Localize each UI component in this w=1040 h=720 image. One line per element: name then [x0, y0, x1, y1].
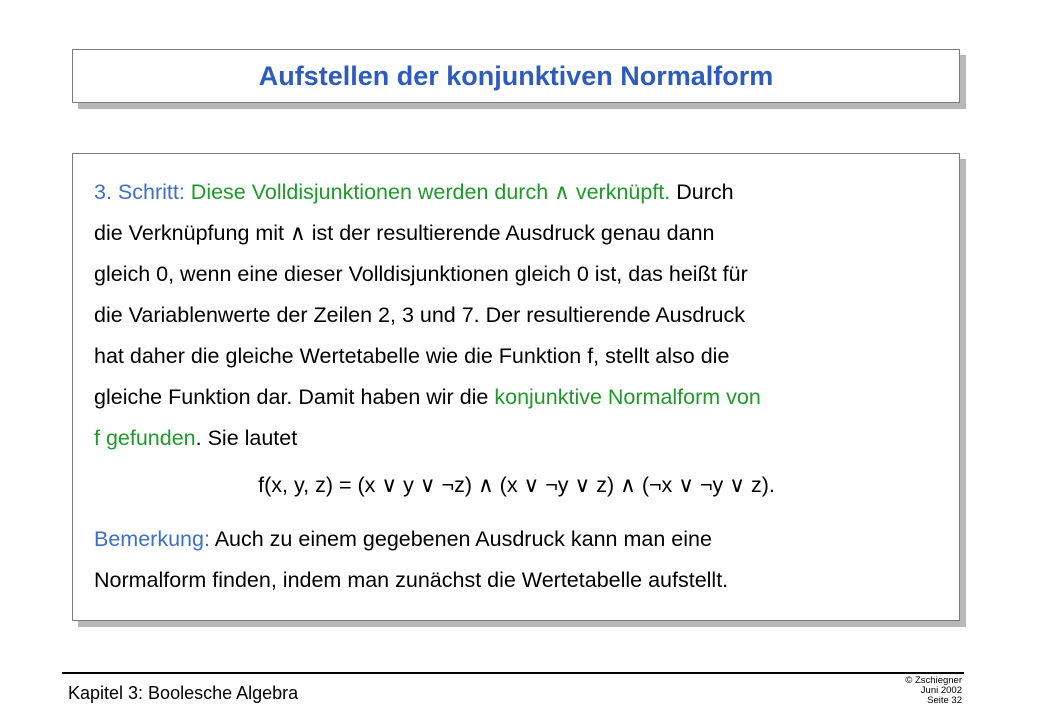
- line-5: hat daher die gleiche Wertetabelle wie die Funktion f, stellt also die: [94, 344, 730, 368]
- line1-tail: Durch: [670, 180, 734, 204]
- line-2: die Verknüpfung mit ∧ ist der resultierende Ausdruck genau dann: [94, 221, 715, 245]
- remark-label: Bemerkung:: [94, 527, 210, 551]
- line-3: gleich 0, wenn eine dieser Volldisjunktionen gleich 0 ist, das heißt für: [94, 262, 748, 286]
- footer-divider: [62, 672, 964, 674]
- footer-author: © Zschiegner: [905, 675, 962, 686]
- remark-line-1: Auch zu einem gegebenen Ausdruck kann man eine: [209, 527, 712, 551]
- footer-chapter: Kapitel 3: Boolesche Algebra: [68, 683, 299, 703]
- remark-paragraph: [94, 519, 939, 601]
- line-7-tail: . Sie lautet: [195, 426, 298, 450]
- slide-title: Aufstellen der konjunktiven Normalform: [258, 60, 774, 91]
- remark-line-2: Normalform finden, indem man zunächst die Wertetabelle aufstellt.: [94, 568, 729, 592]
- line-6: gleiche Funktion dar. Damit haben wir die: [94, 385, 495, 409]
- line-4: die Variablenwerte der Zeilen 2, 3 und 7. Der resultierende Ausdruck: [94, 303, 745, 327]
- found-highlight: f gefunden: [94, 426, 196, 450]
- step-label: 3. Schritt:: [94, 180, 185, 204]
- main-paragraph: [94, 172, 939, 459]
- formula: f(x, y, z) = (x ∨ y ∨ ¬z) ∧ (x ∨ ¬y ∨ z) ∧ (¬x ∨ ¬y ∨ z).: [258, 473, 775, 497]
- footer-meta: [905, 676, 962, 706]
- footer-page: Seite 32: [927, 695, 962, 706]
- normalform-highlight: konjunktive Normalform von: [494, 385, 761, 409]
- content-box: [72, 153, 960, 621]
- title-box: [72, 49, 960, 103]
- footer-date: Juni 2002: [920, 685, 962, 696]
- step-highlight: Diese Volldisjunktionen werden durch ∧ verknüpft.: [190, 180, 671, 204]
